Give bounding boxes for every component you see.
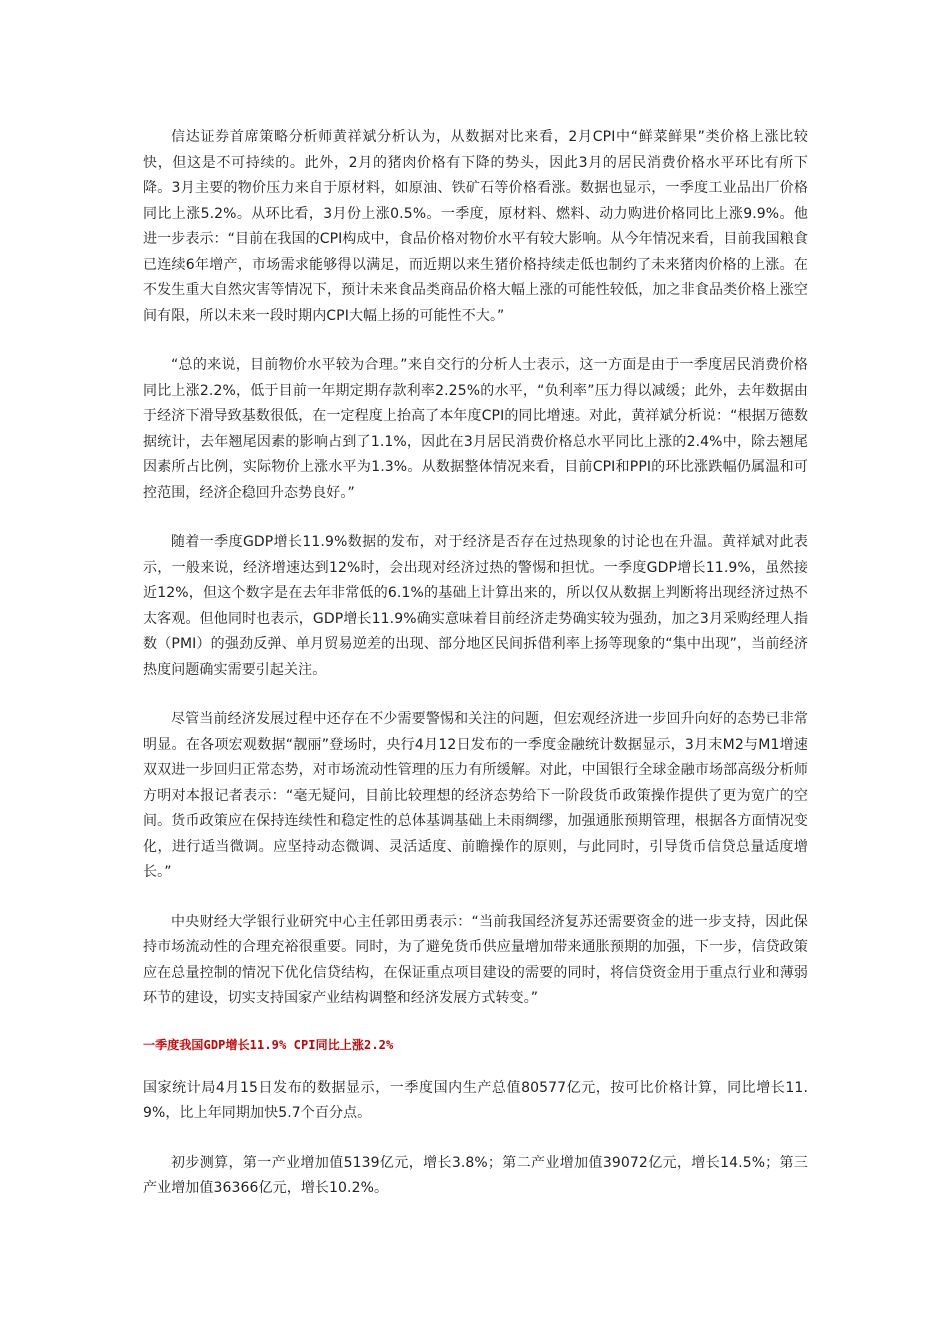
paragraph-2: “总的来说，目前物价水平较为合理。”来自交行的分析人士表示，这一方面是由于一季度居民消费价格同比上涨2.2%，低于目前一年期定期存款利率2.25%的水平，“负利率”压力得以减缓；此外，去年数据由于经济下滑导致基数很低，在一定程度上抬高了本年度CPI的同比增速。对此，黄祥斌分析说：“根据万德数据统计，去年翘尾因素的影响占到了1.1%，因此在3月居民消费价格总水平同比上涨的2.4%中，除去翘尾因素所占比例，实际物价上涨水平为1.3%。从数据整体情况来看，目前CPI和PPI的环比涨跌幅仍属温和可控范围，经济企稳回升态势良好。” xyxy=(143,357,808,501)
section-heading: 一季度我国GDP增长11.9% CPI同比上涨2.2% xyxy=(143,1037,394,1052)
paragraph-7: 初步测算，第一产业增加值5139亿元，增长3.8%；第二产业增加值39072亿元，增长14.5%；第三产业增加值36366亿元，增长10.2%。 xyxy=(143,1154,808,1196)
paragraph-1: 信达证券首席策略分析师黄祥斌分析认为，从数据对比来看，2月CPI中“鲜菜鲜果”类价格上涨比较快，但这是不可持续的。此外，2月的猪肉价格有下降的势头，因此3月的居民消费价格水平环比有所下降。3月主要的物价压力来自于原材料，如原油、铁矿石等价格看涨。数据也显示，一季度工业品出厂价格同比上涨5.2%。从环比看，3月份上涨0.5%。一季度，原材料、燃料、动力购进价格同比上涨9.9%。他进一步表示：“目前在我国的CPI构成中，食品价格对物价水平有较大影响。从今年情况来看，目前我国粮食已连续6年增产，市场需求能够得以满足，而近期以来生猪价格持续走低也制约了未来猪肉价格的上涨。在不发生重大自然灾害等情况下，预计未来食品类商品价格大幅上涨的可能性较低，加之非食品类价格上涨空间有限，所以未来一段时期内CPI大幅上扬的可能性不大。” xyxy=(143,129,808,324)
paragraph-3: 随着一季度GDP增长11.9%数据的发布，对于经济是否存在过热现象的讨论也在升温。黄祥斌对此表示，一般来说，经济增速达到12%时，会出现对经济过热的警惕和担忧。一季度GDP增长11.9%，虽然接近12%，但这个数字是在去年非常低的6.1%的基础上计算出来的，所以仅从数据上判断将出现经济过热不太客观。但他同时也表示，GDP增长11.9%确实意味着目前经济走势确实较为强劲，加之3月采购经理人指数（PMI）的强劲反弹、单月贸易逆差的出现、部分地区民间拆借利率上扬等现象的“集中出现”，当前经济热度问题确实需要引起关注。 xyxy=(143,534,808,678)
article-body xyxy=(143,125,808,1226)
paragraph-4: 尽管当前经济发展过程中还存在不少需要警惕和关注的问题，但宏观经济进一步回升向好的态势已非常明显。在各项宏观数据“靓丽”登场时，央行4月12日发布的一季度金融统计数据显示，3月末M2与M1增速双双进一步回归正常态势，对市场流动性管理的压力有所缓解。对此，中国银行全球金融市场部高级分析师方明对本报记者表示：“毫无疑问，目前比较理想的经济态势给下一阶段货币政策操作提供了更为宽广的空间。货币政策应在保持连续性和稳定性的总体基调基础上未雨绸缪，加强通胀预期管理，根据各方面情况变化，进行适当微调。应坚持动态微调、灵活适度、前瞻操作的原则，与此同时，引导货币信贷总量适度增长。” xyxy=(143,711,808,880)
paragraph-6: 国家统计局4月15日发布的数据显示，一季度国内生产总值80577亿元，按可比价格计算，同比增长11.9%，比上年同期加快5.7个百分点。 xyxy=(143,1079,808,1121)
paragraph-5: 中央财经大学银行业研究中心主任郭田勇表示：“当前我国经济复苏还需要资金的进一步支持，因此保持市场流动性的合理充裕很重要。同时，为了避免货币供应量增加带来通胀预期的加强，下一步，信贷政策应在总量控制的情况下优化信贷结构，在保证重点项目建设的需要的同时，将信贷资金用于重点行业和薄弱环节的建设，切实支持国家产业结构调整和经济发展方式转变。” xyxy=(143,913,808,1006)
